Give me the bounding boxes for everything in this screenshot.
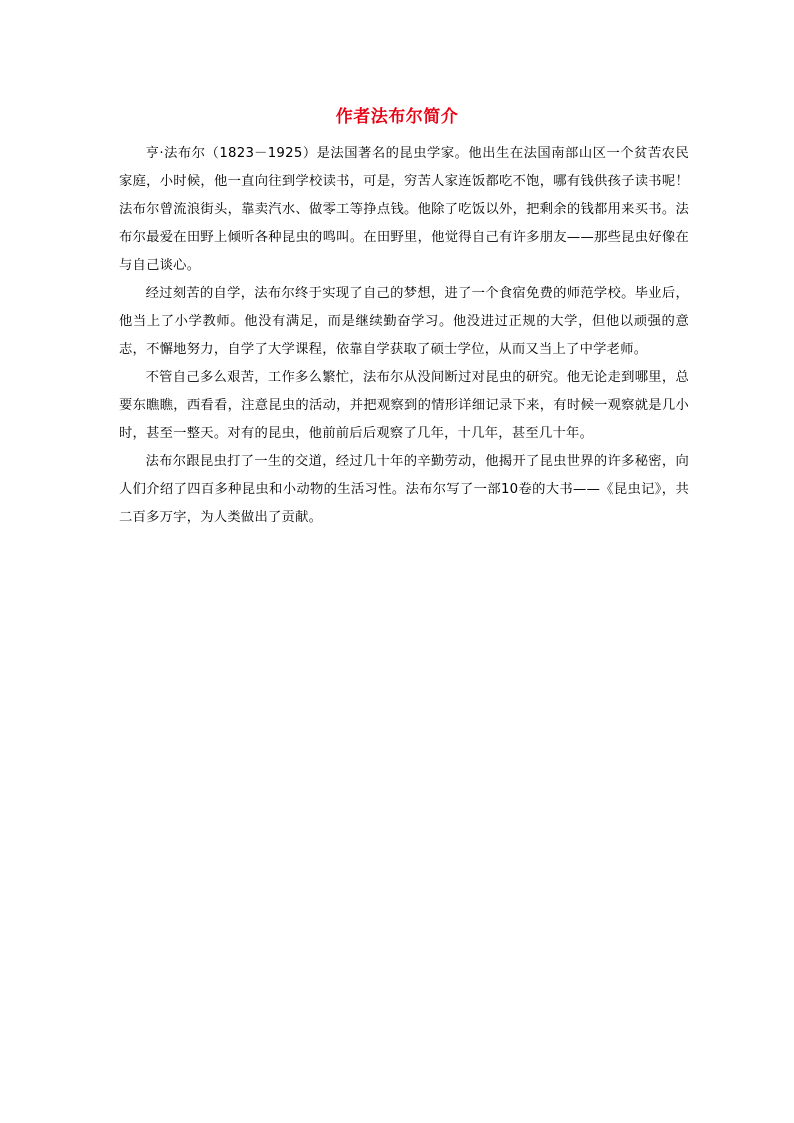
paragraph-3: 不管自己多么艰苦，工作多么繁忙，法布尔从没间断过对昆虫的研究。他无论走到哪里，总要东瞧瞧，西看看，注意昆虫的活动，并把观察到的情形详细记录下来，有时候一观察就是几小时，甚至一整天。对有的昆虫，他前前后后观察了几年，十几年，甚至几十年。 xyxy=(119,370,689,441)
document-body xyxy=(119,140,689,532)
paragraph-4: 法布尔跟昆虫打了一生的交道，经过几十年的辛勤劳动，他揭开了昆虫世界的许多秘密，向人们介绍了四百多种昆虫和小动物的生活习性。法布尔写了一部10卷的大书——《昆虫记》，共二百多万字，为人类做出了贡献。 xyxy=(119,454,689,525)
document-title: 作者法布尔简介 xyxy=(335,107,459,127)
paragraph-2: 经过刻苦的自学，法布尔终于实现了自己的梦想，进了一个食宿免费的师范学校。毕业后，他当上了小学教师。他没有满足，而是继续勤奋学习。他没进过正规的大学，但他以顽强的意志，不懈地努力，自学了大学课程，依靠自学获取了硕士学位，从而又当上了中学老师。 xyxy=(119,286,689,357)
paragraph-1: 亨·法布尔（1823－1925）是法国著名的昆虫学家。他出生在法国南部山区一个贫苦农民家庭，小时候，他一直向往到学校读书，可是，穷苦人家连饭都吃不饱，哪有钱供孩子读书呢！法布尔曾流浪街头，靠卖汽水、做零工等挣点钱。他除了吃饭以外，把剩余的钱都用来买书。法布尔最爱在田野上倾听各种昆虫的鸣叫。在田野里，他觉得自己有许多朋友——那些昆虫好像在与自己谈心。 xyxy=(119,146,689,273)
